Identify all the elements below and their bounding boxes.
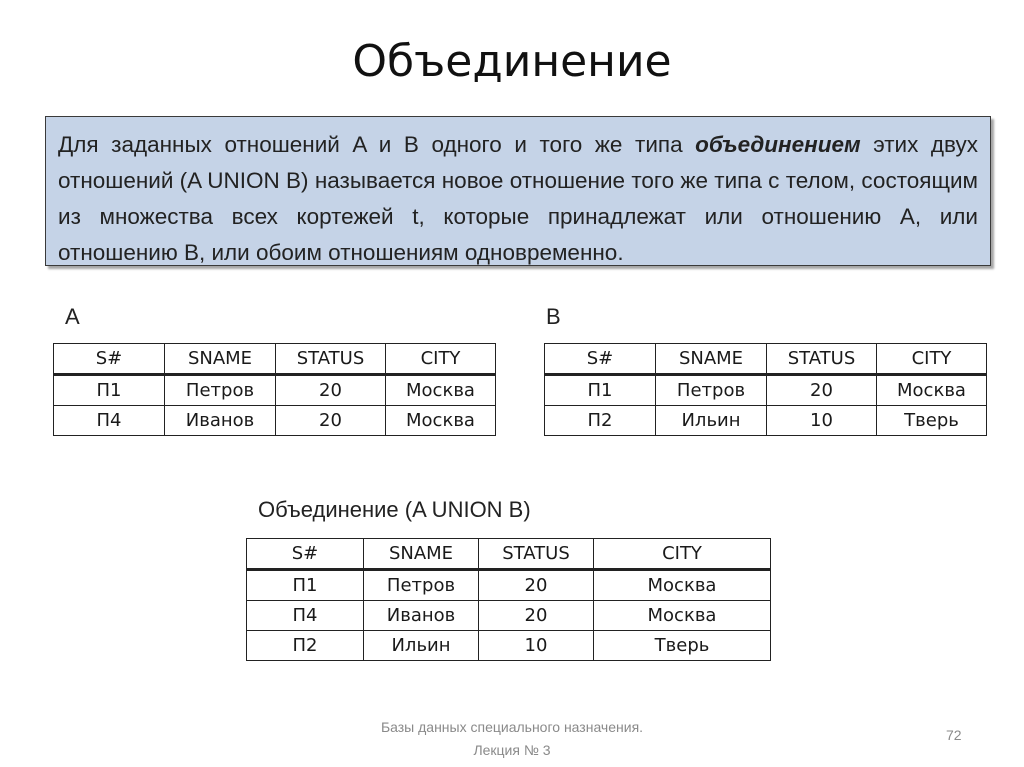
table-cell: Москва xyxy=(386,406,496,436)
table-b-label: B xyxy=(546,304,561,329)
table-row xyxy=(54,375,496,406)
definition-text-part1: Для заданных отношений A и B одного и того же типа xyxy=(58,132,696,157)
table-cell: Петров xyxy=(364,570,479,601)
table-row xyxy=(545,406,987,436)
header-cell: CITY xyxy=(386,344,496,375)
table-cell: Иванов xyxy=(364,601,479,631)
table-cell: Москва xyxy=(594,601,771,631)
footer-lecture-number: Лекция № 3 xyxy=(473,742,551,758)
table-cell: Ильин xyxy=(364,631,479,661)
header-cell: SNAME xyxy=(364,539,479,570)
header-cell: S# xyxy=(545,344,656,375)
definition-term: объединением xyxy=(695,132,861,157)
table-cell: Петров xyxy=(656,375,767,406)
table-cell: 20 xyxy=(479,601,594,631)
table-cell: П1 xyxy=(54,375,165,406)
table-cell: 20 xyxy=(276,375,386,406)
table-cell: Тверь xyxy=(594,631,771,661)
table-cell: 20 xyxy=(276,406,386,436)
header-cell: STATUS xyxy=(276,344,386,375)
header-cell: CITY xyxy=(594,539,771,570)
table-header-row xyxy=(247,539,771,570)
table-cell: П1 xyxy=(545,375,656,406)
table-cell: 20 xyxy=(767,375,877,406)
header-cell: S# xyxy=(54,344,165,375)
table-cell: П2 xyxy=(247,631,364,661)
header-cell: SNAME xyxy=(165,344,276,375)
header-cell: S# xyxy=(247,539,364,570)
table-cell: Ильин xyxy=(656,406,767,436)
table-cell: Москва xyxy=(386,375,496,406)
table-header-row xyxy=(545,344,987,375)
union-table xyxy=(246,538,771,661)
table-row xyxy=(247,631,771,661)
slide-footer xyxy=(0,716,1024,762)
table-cell: Иванов xyxy=(165,406,276,436)
table-cell: Петров xyxy=(165,375,276,406)
table-row xyxy=(247,601,771,631)
page-number: 72 xyxy=(946,727,962,743)
table-a xyxy=(53,343,496,436)
table-cell: Москва xyxy=(877,375,987,406)
header-cell: STATUS xyxy=(767,344,877,375)
header-cell: CITY xyxy=(877,344,987,375)
table-cell: П1 xyxy=(247,570,364,601)
header-cell: SNAME xyxy=(656,344,767,375)
table-cell: П2 xyxy=(545,406,656,436)
table-cell: 10 xyxy=(767,406,877,436)
footer-course-title: Базы данных специального назначения. xyxy=(380,719,644,735)
table-row xyxy=(54,406,496,436)
definition-box xyxy=(45,116,991,266)
table-cell: Москва xyxy=(594,570,771,601)
slide-title: Объединение xyxy=(352,36,672,87)
table-a-label: A xyxy=(65,304,80,329)
table-cell: Тверь xyxy=(877,406,987,436)
table-b xyxy=(544,343,987,436)
table-cell: П4 xyxy=(54,406,165,436)
definition-text-part2: этих двух отношений (A UNION B) называется новое отношение того же типа с телом, состоящим из множества всех кортежей t, которые принадлежат или отношению A, или отношению B, или обоим отношениям одновременно. xyxy=(58,132,978,265)
table-header-row xyxy=(54,344,496,375)
table-cell: П4 xyxy=(247,601,364,631)
table-cell: 20 xyxy=(479,570,594,601)
table-cell: 10 xyxy=(479,631,594,661)
table-row xyxy=(545,375,987,406)
union-table-label: Объединение (A UNION B) xyxy=(258,497,531,522)
header-cell: STATUS xyxy=(479,539,594,570)
table-row xyxy=(247,570,771,601)
